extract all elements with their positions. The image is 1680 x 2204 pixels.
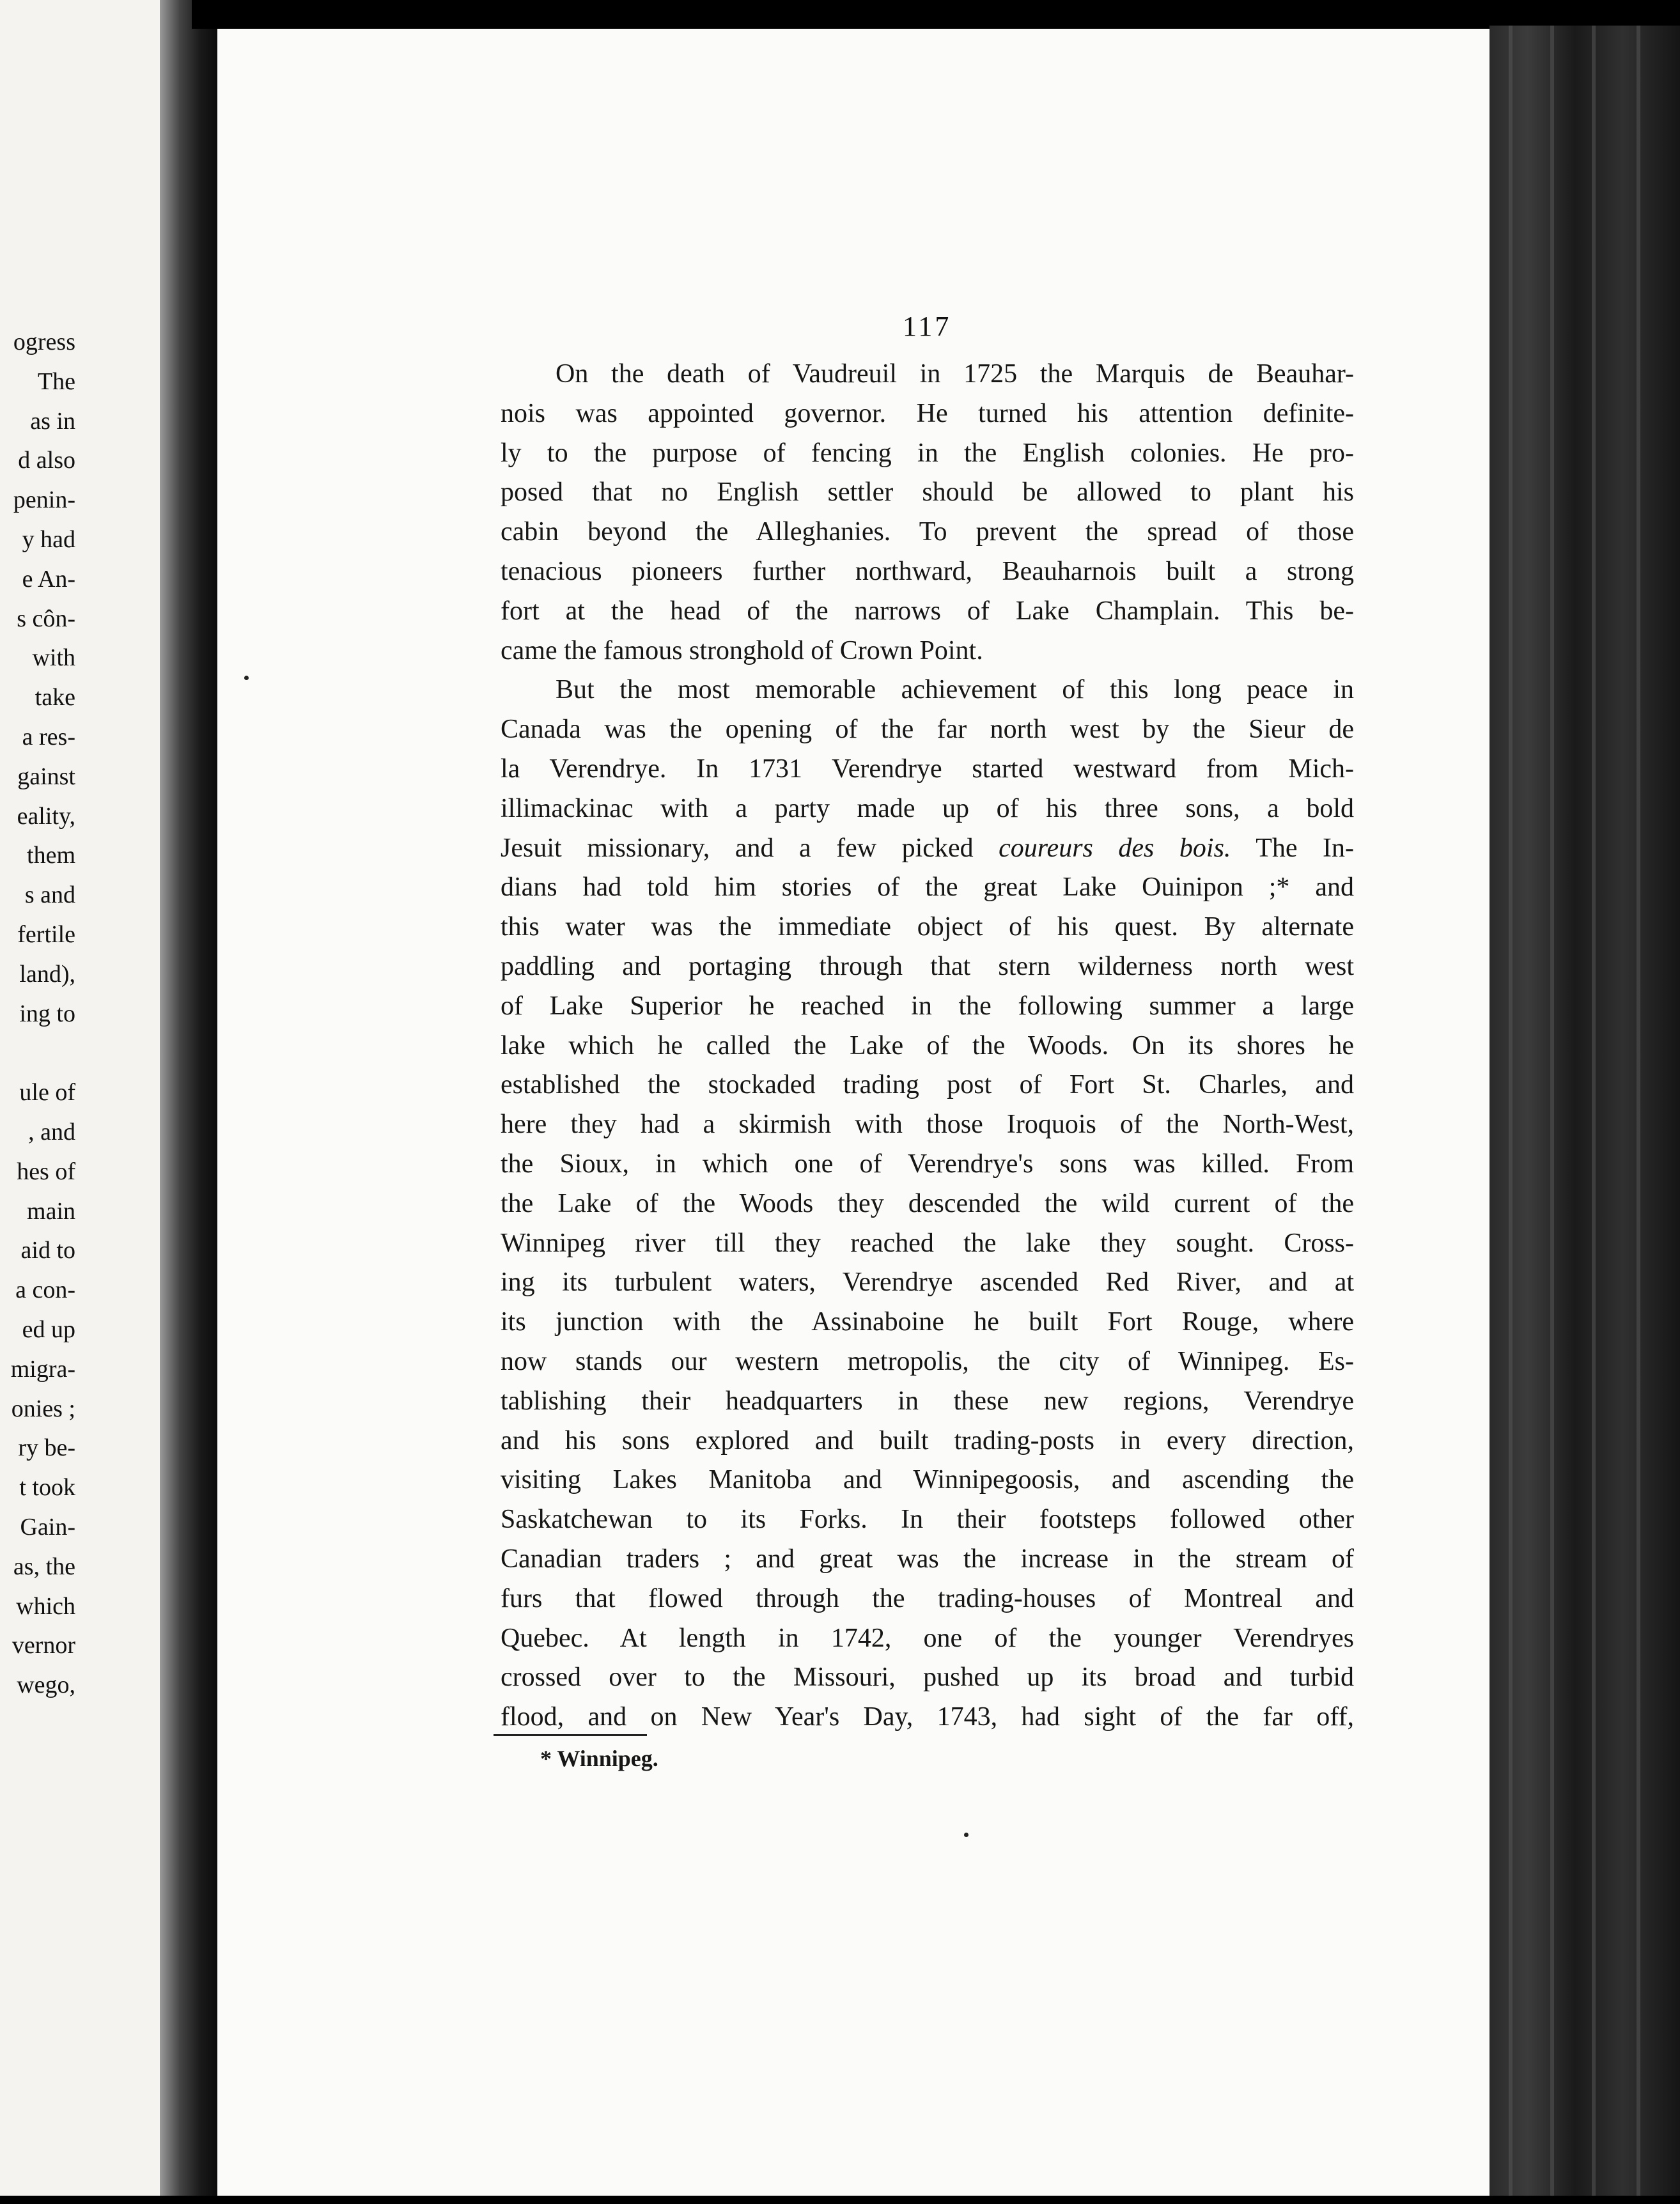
text-run: The In- bbox=[1231, 833, 1354, 863]
left-page-fragment: onies ; bbox=[11, 1395, 75, 1422]
left-page-fragment: penin- bbox=[13, 486, 75, 514]
italic-phrase: coureurs des bois. bbox=[999, 833, 1231, 863]
left-page-fragment: a con- bbox=[15, 1277, 75, 1304]
text-line: now stands our western metropolis, the city of Winnipeg. Es- bbox=[501, 1346, 1354, 1376]
text-line: Quebec. At length in 1742, one of the younger Verendryes bbox=[501, 1623, 1354, 1653]
text-line: On the death of Vaudreuil in 1725 the Marquis de Beauhar- bbox=[556, 359, 1354, 389]
text-line bbox=[501, 829, 1354, 869]
text-line: illimackinac with a party made up of his three sons, a bold bbox=[501, 793, 1354, 823]
text-line: But the most memorable achievement of this long peace in bbox=[556, 675, 1354, 705]
left-page-fragment: as, the bbox=[13, 1553, 75, 1580]
left-page-fragment: migra- bbox=[10, 1355, 75, 1383]
text-line: la Verendrye. In 1731 Verendrye started westward from Mich- bbox=[501, 754, 1354, 784]
left-page-fragment: ule of bbox=[19, 1079, 75, 1106]
text-line: Canadian traders ; and great was the increase in the stream of bbox=[501, 1544, 1354, 1574]
text-line: this water was the immediate object of his quest. By alternate bbox=[501, 912, 1354, 942]
text-line: tablishing their headquarters in these new regions, Verendrye bbox=[501, 1386, 1354, 1416]
text-line: came the famous stronghold of Crown Point. bbox=[501, 635, 983, 665]
left-page-fragment: ry be- bbox=[18, 1434, 75, 1462]
left-page-fragment: d also bbox=[18, 447, 75, 474]
text-line: nois was appointed governor. He turned his attention definite- bbox=[501, 398, 1354, 428]
text-line: here they had a skirmish with those Iroquois of the North-West, bbox=[501, 1110, 1354, 1140]
stray-ink-mark bbox=[964, 1833, 968, 1837]
left-page-fragment: vernor bbox=[12, 1632, 75, 1659]
main-page bbox=[217, 29, 1489, 2196]
text-line: its junction with the Assinaboine he built Fort Rouge, where bbox=[501, 1307, 1354, 1337]
text-line: lake which he called the Lake of the Woods. On its shores he bbox=[501, 1030, 1354, 1060]
text-line: flood, and on New Year's Day, 1743, had sight of the far off, bbox=[501, 1702, 1354, 1732]
text-line: posed that no English settler should be allowed to plant his bbox=[501, 477, 1354, 508]
page-number: 117 bbox=[903, 311, 952, 342]
left-page-fragment: main bbox=[27, 1197, 75, 1225]
left-page-fragment: e An- bbox=[22, 565, 75, 593]
left-page-fragment: fertile bbox=[17, 920, 75, 948]
left-page-fragment: aid to bbox=[20, 1237, 75, 1264]
left-page-fragment: hes of bbox=[17, 1158, 75, 1185]
left-page-fragment: The bbox=[37, 368, 75, 395]
left-page-fragment: Gain- bbox=[20, 1513, 75, 1540]
text-line: tenacious pioneers further northward, Beauharnois built a strong bbox=[501, 556, 1354, 586]
text-line: and his sons explored and built trading-posts in every direction, bbox=[501, 1425, 1354, 1455]
left-page-fragment: which bbox=[16, 1592, 75, 1620]
left-page-fragment: ed up bbox=[22, 1315, 75, 1343]
stray-ink-mark bbox=[244, 676, 249, 680]
text-line: the Lake of the Woods they descended the wild current of the bbox=[501, 1188, 1354, 1218]
left-page-fragment: wego, bbox=[17, 1672, 75, 1699]
text-line: paddling and portaging through that stern wilderness north west bbox=[501, 951, 1354, 981]
text-line: fort at the head of the narrows of Lake Champlain. This be- bbox=[501, 596, 1354, 626]
left-page-fragment: a res- bbox=[22, 723, 75, 750]
left-page-fragment: s côn- bbox=[17, 605, 75, 632]
left-page-fragment: as in bbox=[30, 407, 75, 435]
left-page-fragment: eality, bbox=[17, 802, 75, 830]
top-border bbox=[192, 0, 1680, 29]
footnote: * Winnipeg. bbox=[540, 1746, 658, 1771]
fragment-gap bbox=[0, 1034, 75, 1073]
text-line: of Lake Superior he reached in the following summer a large bbox=[501, 991, 1354, 1021]
footnote-rule bbox=[494, 1734, 647, 1736]
text-line: established the stockaded trading post of Fort St. Charles, and bbox=[501, 1070, 1354, 1100]
text-line: furs that flowed through the trading-houses of Montreal and bbox=[501, 1583, 1354, 1613]
text-line: ly to the purpose of fencing in the English colonies. He pro- bbox=[501, 438, 1354, 468]
left-page-text-fragments bbox=[0, 323, 75, 1705]
left-page-fragment: s and bbox=[24, 881, 75, 909]
left-page-fragment: ogress bbox=[13, 329, 75, 355]
left-page-fragment: , and bbox=[28, 1118, 75, 1145]
text-run: Jesuit missionary, and a few picked bbox=[501, 833, 999, 863]
left-page-fragment: t took bbox=[19, 1474, 75, 1502]
text-line: visiting Lakes Manitoba and Winnipegoosis, and ascending the bbox=[501, 1465, 1354, 1495]
left-page-fragment: gainst bbox=[17, 763, 75, 790]
text-line: Winnipeg river till they reached the lake they sought. Cross- bbox=[501, 1228, 1354, 1258]
page-edge-stack bbox=[1489, 26, 1680, 2199]
book-gutter bbox=[160, 0, 217, 2204]
text-line: dians had told him stories of the great Lake Ouinipon ;* and bbox=[501, 873, 1354, 903]
left-page-fragment: them bbox=[27, 842, 75, 869]
text-line: ing its turbulent waters, Verendrye ascended Red River, and at bbox=[501, 1268, 1354, 1298]
bottom-border bbox=[0, 2196, 1680, 2204]
left-facing-page bbox=[0, 0, 165, 2204]
left-page-fragment: land), bbox=[19, 960, 75, 988]
text-line: Canada was the opening of the far north west by the Sieur de bbox=[501, 715, 1354, 745]
left-page-fragment: ing to bbox=[19, 1000, 75, 1027]
text-line: cabin beyond the Alleghanies. To prevent the spread of those bbox=[501, 517, 1354, 547]
text-line: Saskatchewan to its Forks. In their footsteps followed other bbox=[501, 1505, 1354, 1535]
body-text bbox=[501, 355, 1354, 1737]
text-line: the Sioux, in which one of Verendrye's sons was killed. From bbox=[501, 1149, 1354, 1179]
left-page-fragment: with bbox=[32, 644, 75, 672]
left-page-fragment: take bbox=[35, 684, 75, 711]
text-line: crossed over to the Missouri, pushed up its broad and turbid bbox=[501, 1663, 1354, 1693]
left-page-fragment: y had bbox=[22, 525, 75, 553]
